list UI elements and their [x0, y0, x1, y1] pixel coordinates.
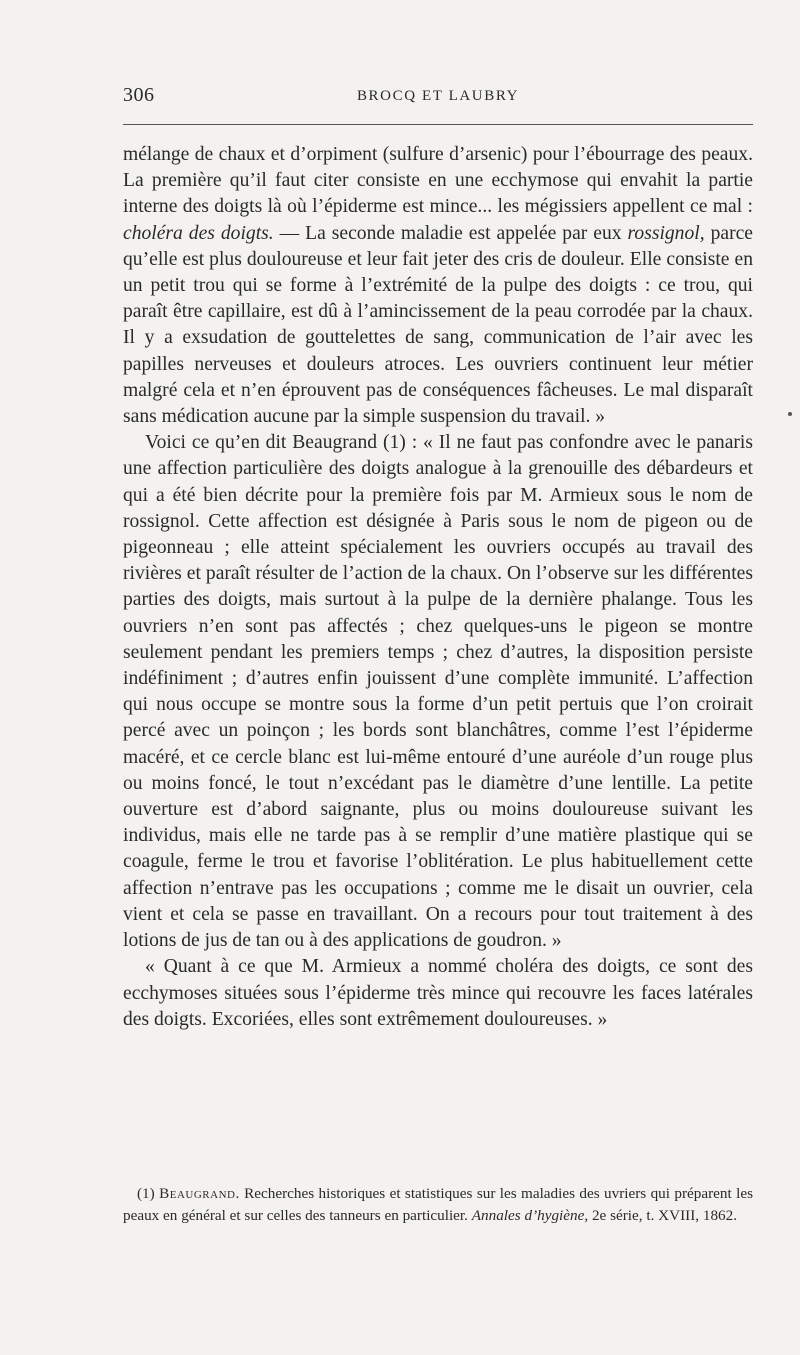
paragraph-1-text-c: parce qu’elle est plus douloureuse et leur fait jeter des cris de douleur. Elle consiste en un petit trou qui se forme à l’extrémité de la pulpe des doigts : ce trou, qui paraît être capillaire, est dû à l’amincissement de la peau corrodée par la chaux. Il y a exsudation de gouttelettes de sang, communication de l’air avec les papilles nerveuses et douleurs atroces. Les ouvriers continuent leur métier malgré cela et n’en éprouvent pas de conséquences fâcheuses. Le mal disparaît sans médication aucune par la simple suspension du travail. » — [123, 222, 753, 428]
footnote-author: Beaugrand. — [159, 1185, 240, 1202]
running-title: BROCQ ET LAUBRY — [356, 88, 520, 104]
paragraph-1-emphasis-rossignol: rossignol, — [627, 222, 705, 244]
footnote-1 — [123, 1183, 753, 1227]
running-head — [123, 84, 753, 114]
paragraph-1 — [123, 142, 753, 430]
paragraph-2: Voici ce qu’en dit Beaugrand (1) : « Il ne faut pas confondre avec le panaris une affection particulière des doigts analogue à la grenouille des débardeurs et qui a été bien décrite pour la première fois par M. Armieux sous le nom de rossignol. Cette affection est désignée à Paris sous le nom de pigeon ou de pigeonneau ; elle atteint spécialement les ouvriers occupés au travail des rivières et paraît résulter de l’action de la chaux. On l’observe sur les différentes parties des doigts, mais surtout à la pulpe de la dernière phalange. Tous les ouvriers n’en sont pas affectés ; chez quelques-uns le pigeon se montre seulement pendant les premiers temps ; chez d’autres, la disposition persiste indéfiniment ; d’autres enfin jouissent d’une complète immunité. L’affection qui nous occupe se montre sous la forme d’un petit pertuis que l’on croirait percé avec un poinçon ; les bords sont blanchâtres, comme l’est l’épiderme macéré, et ce cercle blanc est lui-même entouré d’une auréole d’un rouge plus ou moins foncé, le tout n’excédant pas le diamètre d’une lentille. La petite ouverture est d’abord saignante, plus ou moins douloureuse suivant les individus, mais elle ne tarde pas à se remplir d’une matière plastique qui se coagule, ferme le trou et favorise l’oblitération. Le plus habituellement cette affection n’entrave pas les occupations ; comme me le disait un ouvrier, cela vient et cela se passe en travaillant. On a recours pour tout traitement à des lotions de jus de tan ou à des applications de goudron. » — [123, 432, 753, 952]
page-number: 306 — [123, 84, 155, 106]
header-rule — [123, 124, 753, 125]
footnote-reference: 2e série, t. XVIII, 1862. — [588, 1207, 738, 1224]
footnote-text: Recherches historiques et statistiques sur les maladies des uvriers qui préparent les peaux en général et sur celles des tanneurs en particulier. — [123, 1185, 753, 1224]
footnote — [123, 1183, 753, 1227]
paragraph-3: « Quant à ce que M. Armieux a nommé choléra des doigts, ce sont des ecchymoses situées sous l’épiderme très mince qui recouvre les faces latérales des doigts. Excoriées, elles sont extrêmement douloureuses. » — [123, 956, 753, 1030]
paragraph-1-emphasis-cholera: choléra des doigts. — [123, 222, 274, 244]
paragraph-1-text-a: mélange de chaux et d’orpiment (sulfure d’arsenic) pour l’ébourrage des peaux. La première qu’il faut citer consiste en une ecchymose qui envahit la partie interne des doigts là où l’épiderme est mince... les mégissiers appellent ce mal : — [123, 144, 753, 218]
footnote-journal: Annales d’hygiène, — [471, 1207, 589, 1224]
paragraph-1-text-b: — La seconde maladie est appelée par eux — [273, 222, 628, 244]
margin-speck — [788, 412, 792, 416]
body-text — [123, 142, 753, 1033]
footnote-marker: (1) — [137, 1185, 160, 1202]
